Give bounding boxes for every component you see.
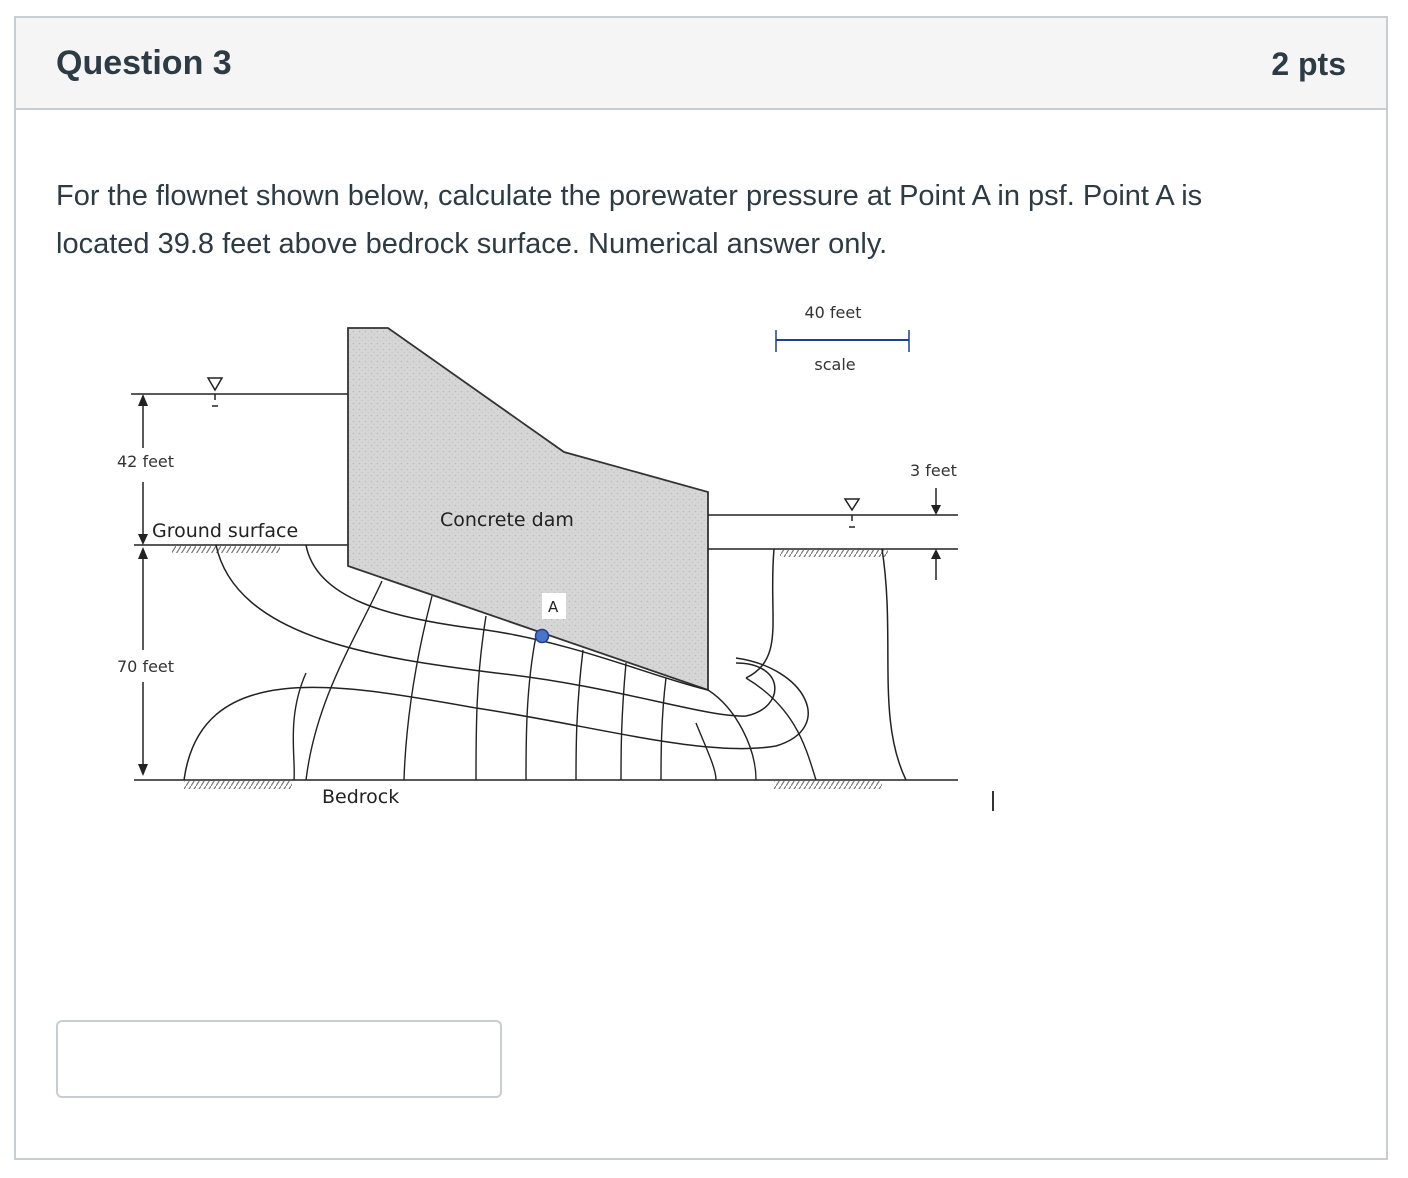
point-a-marker	[536, 630, 549, 643]
scale-distance-label: 40 feet	[804, 303, 862, 322]
question-points: 2 pts	[1271, 46, 1346, 82]
flownet-diagram	[102, 298, 1022, 838]
tailwater-label: 3 feet	[910, 461, 957, 480]
answer-input[interactable]	[56, 1020, 502, 1098]
question-text-line-2: located 39.8 feet above bedrock surface. Numerical answer only.	[56, 228, 888, 260]
point-a-label: A	[548, 598, 559, 616]
question-text-line-1: For the flownet shown below, calculate the porewater pressure at Point A in psf. Point A is	[56, 180, 1203, 212]
dam-label: Concrete dam	[440, 509, 574, 531]
text-cursor	[992, 791, 994, 811]
question-header	[16, 18, 1386, 110]
dimension-3-arrows	[931, 488, 941, 580]
scale-label: scale	[814, 355, 856, 374]
question-text	[56, 172, 1356, 268]
question-card	[14, 16, 1388, 1160]
soil-depth-label: 70 feet	[117, 657, 175, 676]
bedrock-label: Bedrock	[322, 786, 400, 808]
ground-surface-label: Ground surface	[152, 520, 299, 542]
tailwater-symbol	[845, 499, 859, 527]
question-title: Question 3	[56, 44, 232, 82]
headwater-symbol	[208, 378, 222, 406]
upstream-head-label: 42 feet	[117, 452, 175, 471]
